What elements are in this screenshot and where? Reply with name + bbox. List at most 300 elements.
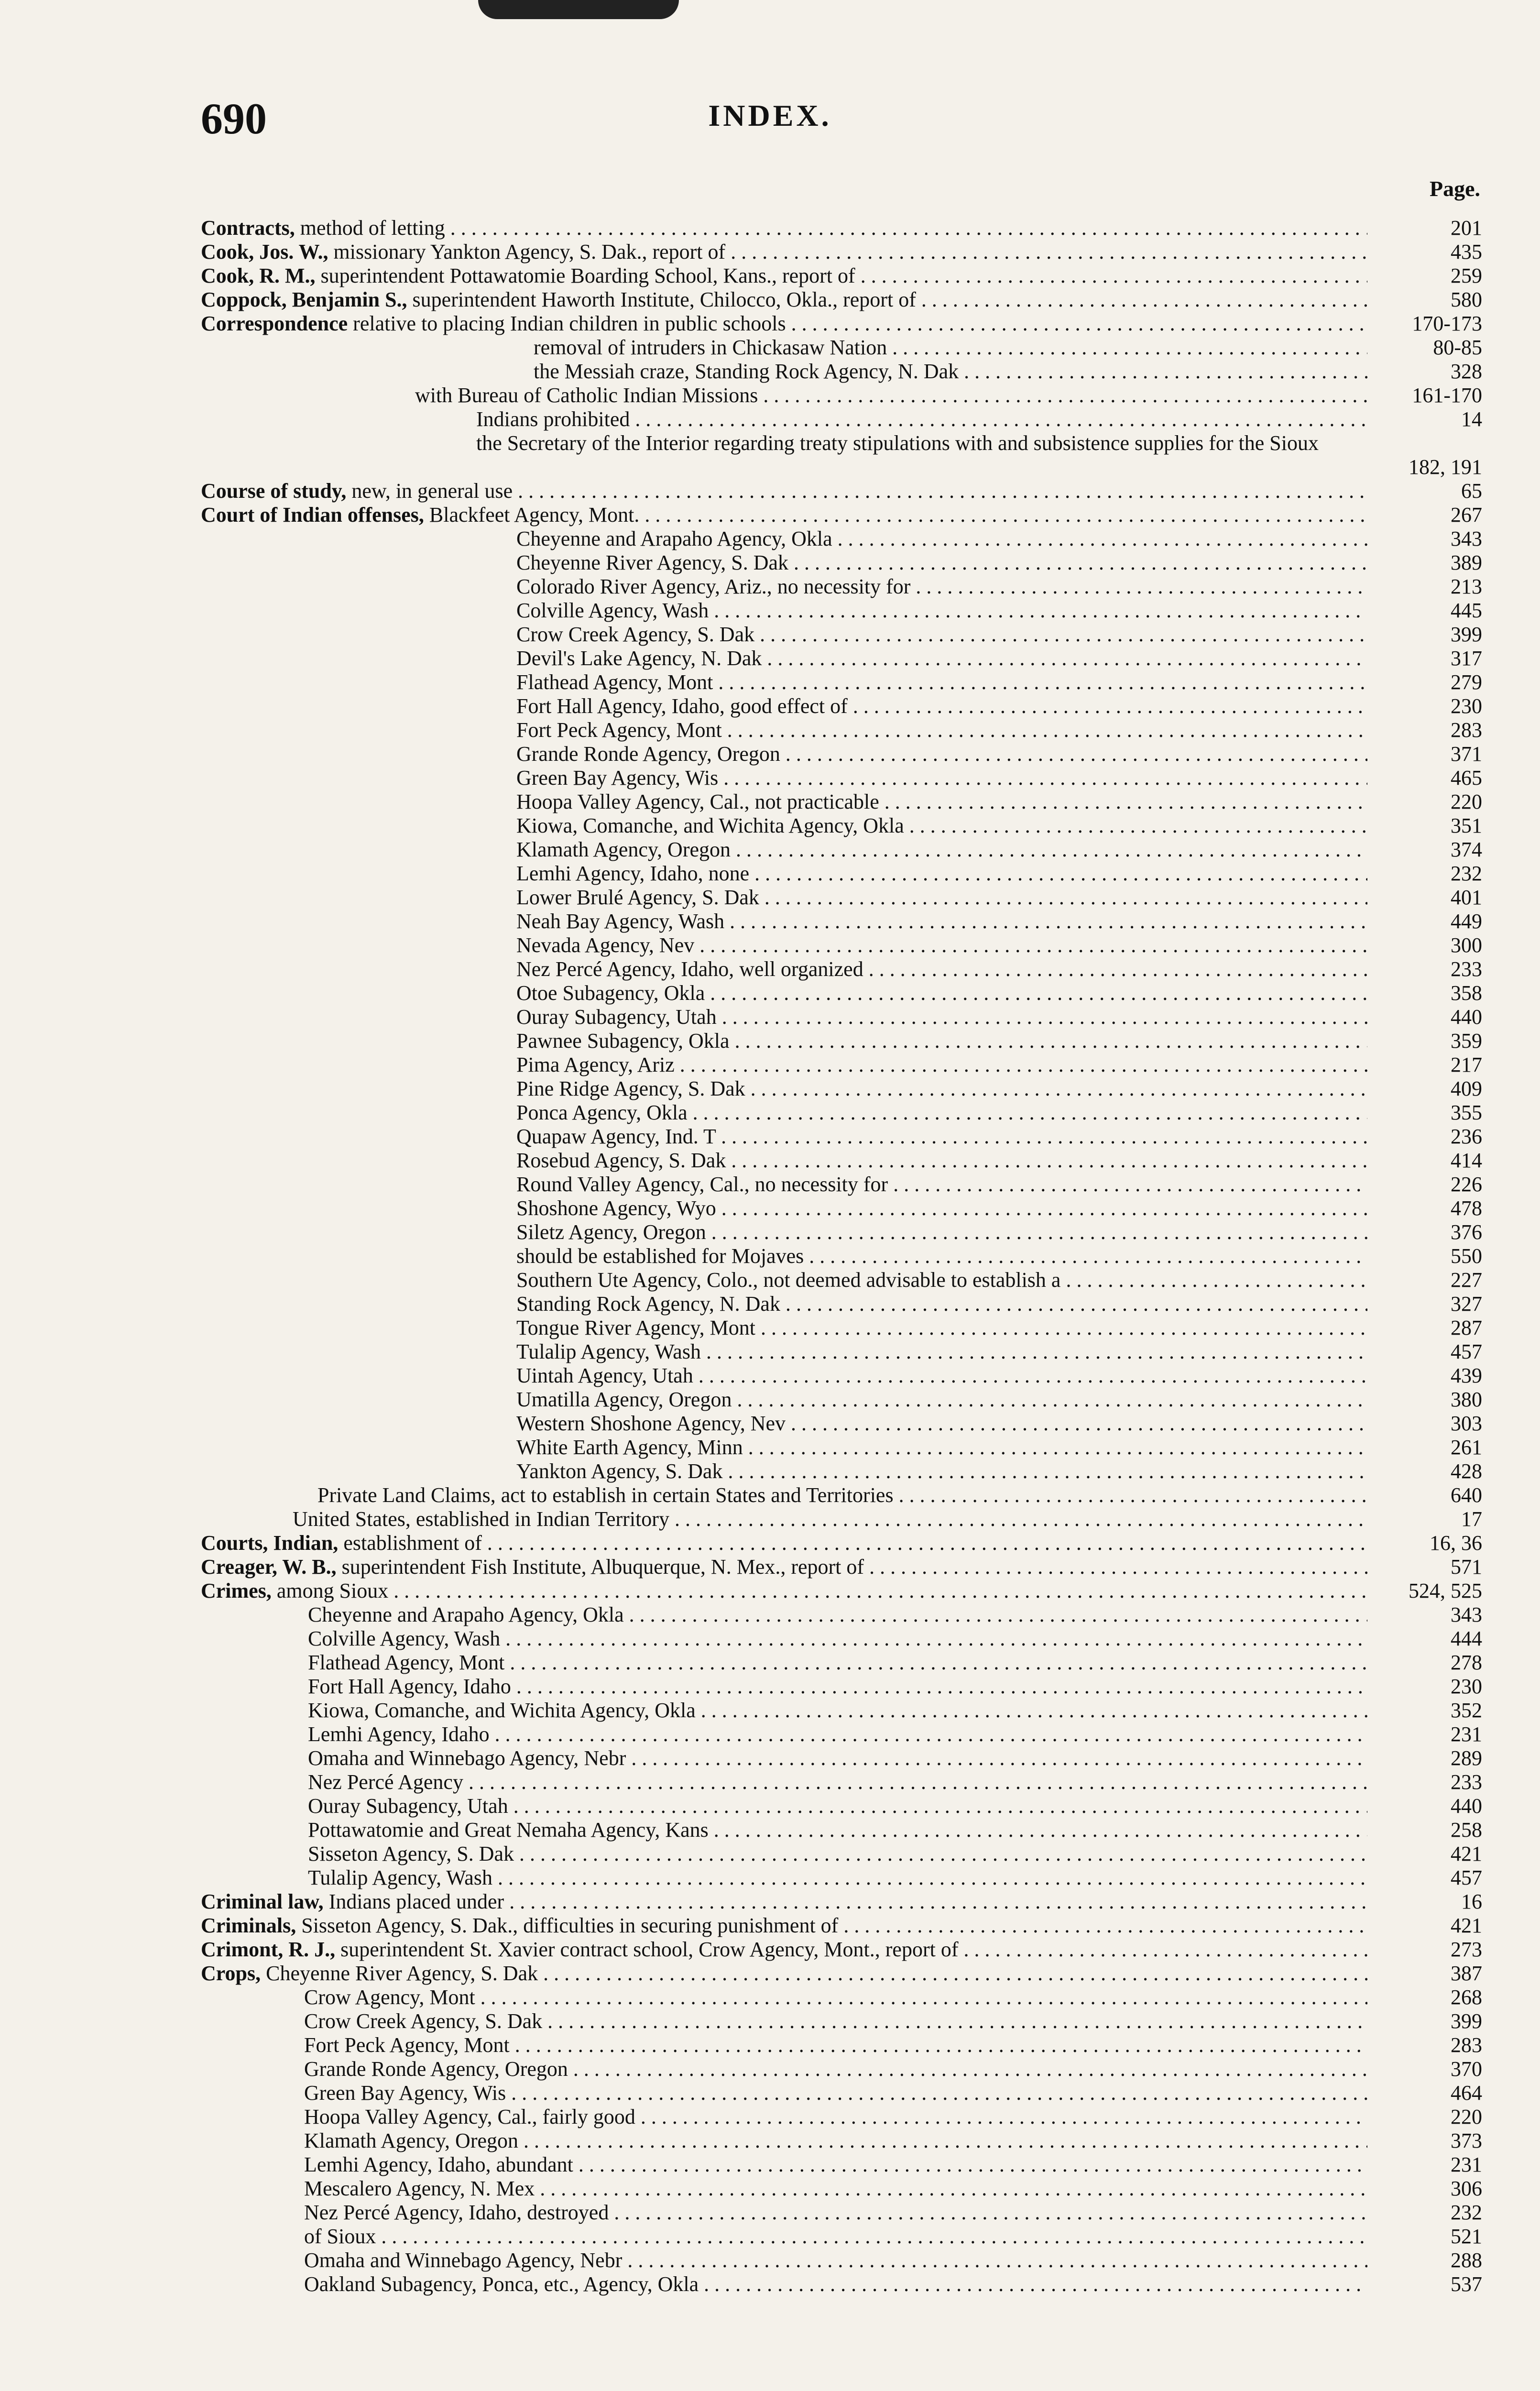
entry-subject: Flathead Agency, Mont bbox=[516, 670, 713, 694]
entry-page-ref: 220 bbox=[1451, 2105, 1482, 2128]
entry-page-ref: 220 bbox=[1451, 790, 1482, 813]
entry-text bbox=[201, 1890, 1367, 1914]
entry-text bbox=[534, 360, 1367, 384]
entry-text bbox=[293, 1507, 1367, 1531]
index-entry bbox=[201, 1005, 1482, 1029]
entry-page-ref: 389 bbox=[1451, 551, 1482, 574]
entry-page-ref: 232 bbox=[1451, 2201, 1482, 2224]
index-entry bbox=[201, 1388, 1482, 1412]
entry-subject: Fort Hall Agency, Idaho bbox=[308, 1675, 511, 1698]
entry-text bbox=[516, 838, 1367, 862]
entry-page-ref: 352 bbox=[1451, 1699, 1482, 1722]
entry-subject: Indians placed under bbox=[328, 1890, 504, 1913]
entry-subject: Cheyenne River Agency, S. Dak bbox=[516, 551, 789, 574]
entry-subject: Nez Percé Agency, Idaho, well organized bbox=[516, 957, 863, 981]
index-entry bbox=[201, 790, 1482, 814]
entry-subject: Cheyenne and Arapaho Agency, Okla bbox=[516, 527, 832, 550]
entry-subject: among Sioux bbox=[276, 1579, 389, 1602]
entry-subject: Lemhi Agency, Idaho bbox=[308, 1722, 490, 1746]
entry-text bbox=[516, 957, 1367, 981]
entry-text bbox=[308, 1794, 1367, 1818]
entry-text bbox=[308, 1818, 1367, 1842]
entry-page-ref: 524, 525 bbox=[1409, 1579, 1482, 1602]
index-entry bbox=[201, 551, 1482, 575]
index-entry bbox=[201, 336, 1482, 360]
index-entry bbox=[201, 360, 1482, 384]
entry-text bbox=[201, 240, 1367, 264]
entry-subject: Lower Brulé Agency, S. Dak bbox=[516, 886, 759, 909]
entry-text bbox=[201, 1579, 1367, 1603]
entry-text bbox=[304, 2177, 1367, 2201]
entry-subject: Crow Agency, Mont bbox=[304, 1985, 475, 2009]
entry-page-ref: 227 bbox=[1451, 1268, 1482, 1292]
entry-text bbox=[516, 910, 1367, 933]
entry-subject: Colorado River Agency, Ariz., no necessity for bbox=[516, 575, 911, 598]
entry-text bbox=[308, 1651, 1367, 1675]
entry-page-ref: 399 bbox=[1451, 623, 1482, 646]
entry-page-ref: 317 bbox=[1451, 647, 1482, 670]
entry-heading: Contracts, bbox=[201, 216, 295, 240]
entry-subject: Omaha and Winnebago Agency, Nebr bbox=[308, 1746, 626, 1770]
entry-page-ref: 268 bbox=[1451, 1985, 1482, 2009]
entry-text bbox=[516, 1149, 1367, 1173]
entry-page-ref: 359 bbox=[1451, 1029, 1482, 1053]
entry-page-ref: 232 bbox=[1451, 862, 1482, 885]
entry-page-ref: 217 bbox=[1451, 1053, 1482, 1076]
entry-page-ref: 261 bbox=[1451, 1436, 1482, 1459]
entry-text bbox=[516, 1029, 1367, 1053]
entry-subject: Private Land Claims, act to establish in certain States and Territories bbox=[317, 1483, 894, 1507]
entry-text bbox=[308, 1699, 1367, 1722]
entry-page-ref: 170-173 bbox=[1412, 312, 1482, 335]
index-entry bbox=[201, 2201, 1482, 2225]
index-entry bbox=[201, 527, 1482, 551]
entry-text bbox=[304, 2105, 1367, 2129]
index-entry bbox=[201, 1627, 1482, 1651]
entry-page-ref: 414 bbox=[1451, 1149, 1482, 1172]
entry-text bbox=[516, 575, 1367, 599]
entry-page-ref: 65 bbox=[1461, 479, 1482, 503]
entry-heading: Cook, R. M., bbox=[201, 264, 316, 287]
entry-page-ref: 230 bbox=[1451, 1675, 1482, 1698]
entry-page-ref: 226 bbox=[1451, 1173, 1482, 1196]
index-entry bbox=[201, 575, 1482, 599]
entry-text bbox=[304, 2081, 1367, 2105]
entry-page-ref: 16, 36 bbox=[1430, 1531, 1482, 1555]
entry-page-ref: 440 bbox=[1451, 1794, 1482, 1818]
entry-page-ref: 399 bbox=[1451, 2009, 1482, 2033]
ink-smudge bbox=[478, 0, 679, 19]
entry-page-ref: 287 bbox=[1451, 1316, 1482, 1339]
index-entry bbox=[201, 431, 1482, 479]
entry-page-ref: 231 bbox=[1451, 1722, 1482, 1746]
entry-heading: Course of study, bbox=[201, 479, 347, 503]
entry-page-ref: 421 bbox=[1451, 1842, 1482, 1865]
index-entry bbox=[201, 2033, 1482, 2057]
index-entry bbox=[201, 718, 1482, 742]
entry-text bbox=[201, 312, 1367, 336]
entry-page-ref: 343 bbox=[1451, 1603, 1482, 1626]
entry-subject: missionary Yankton Agency, S. Dak., report of bbox=[333, 240, 726, 263]
index-entry bbox=[201, 886, 1482, 910]
entry-page-ref: 521 bbox=[1451, 2225, 1482, 2248]
entry-subject: Shoshone Agency, Wyo bbox=[516, 1196, 716, 1220]
entry-text bbox=[201, 1555, 1367, 1579]
entry-text bbox=[516, 1316, 1367, 1340]
entry-subject: with Bureau of Catholic Indian Missions bbox=[415, 384, 758, 407]
index-entry bbox=[201, 312, 1482, 336]
entry-subject: Ouray Subagency, Utah bbox=[516, 1005, 717, 1029]
index-entry bbox=[201, 670, 1482, 694]
entry-subject: Green Bay Agency, Wis bbox=[516, 766, 719, 790]
entry-text bbox=[304, 2248, 1367, 2272]
entry-text bbox=[304, 2272, 1367, 2296]
index-entry bbox=[201, 957, 1482, 981]
entry-page-ref: 283 bbox=[1451, 718, 1482, 742]
entry-page-ref: 371 bbox=[1451, 742, 1482, 766]
entry-subject: should be established for Mojaves bbox=[516, 1244, 804, 1268]
entry-subject: Devil's Lake Agency, N. Dak bbox=[516, 647, 762, 670]
entry-text bbox=[308, 1722, 1367, 1746]
entry-page-ref: 259 bbox=[1451, 264, 1482, 287]
entry-text bbox=[304, 1985, 1367, 2009]
entry-page-ref: 288 bbox=[1451, 2248, 1482, 2272]
index-entry bbox=[201, 1914, 1482, 1938]
entry-subject: of Sioux bbox=[304, 2225, 376, 2248]
index-entry bbox=[201, 1077, 1482, 1101]
entry-page-ref: 355 bbox=[1451, 1101, 1482, 1124]
entry-subject: method of letting bbox=[300, 216, 445, 240]
entry-text bbox=[201, 1938, 1367, 1962]
entry-page-ref: 380 bbox=[1451, 1388, 1482, 1411]
index-entry bbox=[201, 1149, 1482, 1173]
index-entry bbox=[201, 766, 1482, 790]
entry-heading: Criminals, bbox=[201, 1914, 296, 1937]
entry-subject: Nevada Agency, Nev bbox=[516, 933, 695, 957]
index-entry bbox=[201, 2225, 1482, 2248]
entry-subject: Kiowa, Comanche, and Wichita Agency, Okla bbox=[308, 1699, 696, 1722]
index-entry bbox=[201, 1053, 1482, 1077]
index-entry bbox=[201, 1794, 1482, 1818]
index-entry bbox=[201, 1173, 1482, 1196]
entry-page-ref: 373 bbox=[1451, 2129, 1482, 2152]
entry-page-ref: 213 bbox=[1451, 575, 1482, 598]
entry-page-ref: 258 bbox=[1451, 1818, 1482, 1842]
entry-subject: Green Bay Agency, Wis bbox=[304, 2081, 506, 2105]
index-entry bbox=[201, 1436, 1482, 1459]
index-entry bbox=[201, 2105, 1482, 2129]
entry-page-ref: 580 bbox=[1451, 288, 1482, 311]
entry-page-ref: 201 bbox=[1451, 216, 1482, 240]
entry-subject: Sisseton Agency, S. Dak., difficulties in securing punishment of bbox=[301, 1914, 839, 1937]
entry-heading: Court of Indian offenses, bbox=[201, 503, 424, 526]
entry-text bbox=[201, 288, 1367, 312]
entry-subject: Tongue River Agency, Mont bbox=[516, 1316, 755, 1339]
entry-text bbox=[304, 2033, 1367, 2057]
entry-subject: Sisseton Agency, S. Dak bbox=[308, 1842, 514, 1865]
entry-heading: Correspondence bbox=[201, 312, 348, 335]
entry-text bbox=[516, 1053, 1367, 1077]
entry-text bbox=[516, 1244, 1367, 1268]
entry-page-ref: 640 bbox=[1451, 1483, 1482, 1507]
entry-subject: Hoopa Valley Agency, Cal., fairly good bbox=[304, 2105, 635, 2128]
entry-text bbox=[516, 933, 1367, 957]
entry-subject: Omaha and Winnebago Agency, Nebr bbox=[304, 2248, 623, 2272]
entry-subject: United States, established in Indian Territory bbox=[293, 1507, 669, 1531]
index-entry bbox=[201, 1842, 1482, 1866]
entry-subject: Cheyenne and Arapaho Agency, Okla bbox=[308, 1603, 624, 1626]
entry-subject: Klamath Agency, Oregon bbox=[516, 838, 731, 861]
entry-page-ref: 17 bbox=[1461, 1507, 1482, 1531]
index-entry bbox=[201, 647, 1482, 670]
index-entry bbox=[201, 1818, 1482, 1842]
index-entry bbox=[201, 384, 1482, 407]
entry-subject: Round Valley Agency, Cal., no necessity for bbox=[516, 1173, 888, 1196]
entry-text bbox=[415, 384, 1367, 407]
entry-text bbox=[317, 1483, 1367, 1507]
entry-text bbox=[308, 1627, 1367, 1651]
entry-text bbox=[516, 814, 1367, 838]
entry-subject: Nez Percé Agency bbox=[308, 1770, 463, 1794]
entry-subject: Mescalero Agency, N. Mex bbox=[304, 2177, 535, 2200]
entry-text bbox=[201, 1531, 1367, 1555]
entry-page-ref: 435 bbox=[1451, 240, 1482, 263]
entry-text bbox=[308, 1842, 1367, 1866]
entry-page-ref: 306 bbox=[1451, 2177, 1482, 2200]
index-entry bbox=[201, 2177, 1482, 2201]
index-entry bbox=[201, 1029, 1482, 1053]
entry-subject: Pine Ridge Agency, S. Dak bbox=[516, 1077, 745, 1100]
entry-subject: Standing Rock Agency, N. Dak bbox=[516, 1292, 780, 1316]
page-column-label: Page. bbox=[1429, 176, 1480, 201]
entry-text bbox=[476, 407, 1367, 431]
entry-subject: Rosebud Agency, S. Dak bbox=[516, 1149, 726, 1172]
entry-subject: Western Shoshone Agency, Nev bbox=[516, 1412, 786, 1435]
index-entry bbox=[201, 1938, 1482, 1962]
entry-text bbox=[308, 1603, 1367, 1627]
entry-subject: Fort Peck Agency, Mont bbox=[516, 718, 722, 742]
entry-page-ref: 351 bbox=[1451, 814, 1482, 837]
index-entry bbox=[201, 503, 1482, 527]
entry-subject: the Secretary of the Interior regarding treaty stipulations with and subsistence supplies for the Sioux bbox=[476, 431, 1319, 455]
entry-subject: Southern Ute Agency, Colo., not deemed advisable to establish a bbox=[516, 1268, 1061, 1292]
entry-page-ref: 16 bbox=[1461, 1890, 1482, 1913]
entry-page-ref: 465 bbox=[1451, 766, 1482, 790]
entry-heading: Crops, bbox=[201, 1962, 261, 1985]
entry-text bbox=[516, 1459, 1367, 1483]
entry-subject: Yankton Agency, S. Dak bbox=[516, 1459, 723, 1483]
entry-page-ref: 327 bbox=[1451, 1292, 1482, 1316]
index-entry bbox=[201, 1699, 1482, 1722]
entry-page-ref: 440 bbox=[1451, 1005, 1482, 1029]
index-entry bbox=[201, 1770, 1482, 1794]
entry-heading: Crimes, bbox=[201, 1579, 272, 1602]
entry-page-ref: 231 bbox=[1451, 2153, 1482, 2176]
index-entry bbox=[201, 1985, 1482, 2009]
index-entry bbox=[201, 910, 1482, 933]
entry-subject: Fort Peck Agency, Mont bbox=[304, 2033, 510, 2057]
entry-text bbox=[476, 431, 1367, 455]
entry-text bbox=[516, 1077, 1367, 1101]
entry-page-ref: 283 bbox=[1451, 2033, 1482, 2057]
entry-page-ref: 445 bbox=[1451, 599, 1482, 622]
entry-text bbox=[516, 1125, 1367, 1149]
entry-page-ref: 328 bbox=[1451, 360, 1482, 383]
entry-subject: Uintah Agency, Utah bbox=[516, 1364, 693, 1387]
entry-page-ref: 370 bbox=[1451, 2057, 1482, 2081]
entry-text bbox=[516, 766, 1367, 790]
entry-heading: Criminal law, bbox=[201, 1890, 324, 1913]
index-entry bbox=[201, 2009, 1482, 2033]
index-entry bbox=[201, 2272, 1482, 2296]
entry-heading: Cook, Jos. W., bbox=[201, 240, 328, 263]
entry-page-ref: 14 bbox=[1461, 407, 1482, 431]
entry-subject: Otoe Subagency, Okla bbox=[516, 981, 705, 1005]
index-entry bbox=[201, 2153, 1482, 2177]
entry-page-ref: 236 bbox=[1451, 1125, 1482, 1148]
entry-page-ref: 80-85 bbox=[1433, 336, 1482, 359]
index-entry bbox=[201, 933, 1482, 957]
entry-page-ref: 273 bbox=[1451, 1938, 1482, 1961]
entry-page-ref: 343 bbox=[1451, 527, 1482, 550]
entry-page-ref: 401 bbox=[1451, 886, 1482, 909]
index-entry bbox=[201, 1244, 1482, 1268]
entry-page-ref: 161-170 bbox=[1412, 384, 1482, 407]
entry-text bbox=[516, 1196, 1367, 1220]
index-entry bbox=[201, 2081, 1482, 2105]
entry-page-ref: 230 bbox=[1451, 694, 1482, 718]
entry-subject: Neah Bay Agency, Wash bbox=[516, 910, 725, 933]
index-entry bbox=[201, 814, 1482, 838]
entry-text bbox=[516, 1292, 1367, 1316]
entry-text bbox=[201, 479, 1367, 503]
entry-page-ref: 376 bbox=[1451, 1220, 1482, 1244]
entry-text bbox=[308, 1866, 1367, 1890]
entry-subject: Lemhi Agency, Idaho, abundant bbox=[304, 2153, 573, 2176]
entry-subject: Fort Hall Agency, Idaho, good effect of bbox=[516, 694, 848, 718]
entry-page-ref: 571 bbox=[1451, 1555, 1482, 1579]
entry-subject: relative to placing Indian children in public schools bbox=[353, 312, 786, 335]
entry-text bbox=[201, 1914, 1367, 1938]
entry-subject: Pima Agency, Ariz bbox=[516, 1053, 675, 1076]
entry-page-ref: 182, 191 bbox=[1409, 455, 1482, 479]
entry-text bbox=[516, 718, 1367, 742]
entry-subject: White Earth Agency, Minn bbox=[516, 1436, 743, 1459]
entry-page-ref: 478 bbox=[1451, 1196, 1482, 1220]
index-entry bbox=[201, 1316, 1482, 1340]
entry-text bbox=[516, 527, 1367, 551]
entry-heading: Courts, Indian, bbox=[201, 1531, 339, 1555]
entry-text bbox=[516, 1101, 1367, 1125]
entry-text bbox=[201, 216, 1367, 240]
index-entry bbox=[201, 1651, 1482, 1675]
entry-heading: Coppock, Benjamin S., bbox=[201, 288, 407, 311]
page-number: 690 bbox=[201, 94, 267, 143]
entry-subject: new, in general use bbox=[351, 479, 513, 503]
index-entry bbox=[201, 742, 1482, 766]
entry-subject: Flathead Agency, Mont bbox=[308, 1651, 505, 1674]
index-entry bbox=[201, 1268, 1482, 1292]
entry-subject: Colville Agency, Wash bbox=[308, 1627, 501, 1650]
index-entry bbox=[201, 623, 1482, 647]
index-entry bbox=[201, 1125, 1482, 1149]
index-entry bbox=[201, 1483, 1482, 1507]
entry-text bbox=[308, 1770, 1367, 1794]
entry-page-ref: 421 bbox=[1451, 1914, 1482, 1937]
entry-subject: superintendent Fish Institute, Albuquerque, N. Mex., report of bbox=[341, 1555, 864, 1579]
index-entry bbox=[201, 1579, 1482, 1603]
index-entry bbox=[201, 2129, 1482, 2153]
entry-page-ref: 303 bbox=[1451, 1412, 1482, 1435]
entry-subject: Umatilla Agency, Oregon bbox=[516, 1388, 732, 1411]
index-entry bbox=[201, 1196, 1482, 1220]
entry-heading: Creager, W. B., bbox=[201, 1555, 337, 1579]
entry-page-ref: 233 bbox=[1451, 957, 1482, 981]
entry-text bbox=[516, 1436, 1367, 1459]
entry-page-ref: 278 bbox=[1451, 1651, 1482, 1674]
index-entry bbox=[201, 264, 1482, 288]
entry-text bbox=[516, 694, 1367, 718]
entry-subject: Ouray Subagency, Utah bbox=[308, 1794, 508, 1818]
entry-text bbox=[304, 2129, 1367, 2153]
entry-subject: superintendent Pottawatomie Boarding School, Kans., report of bbox=[320, 264, 855, 287]
index-entry bbox=[201, 240, 1482, 264]
entry-subject: Oakland Subagency, Ponca, etc., Agency, Okla bbox=[304, 2272, 699, 2296]
index-entry bbox=[201, 1962, 1482, 1985]
entry-page-ref: 537 bbox=[1451, 2272, 1482, 2296]
index-entry bbox=[201, 1340, 1482, 1364]
entry-text bbox=[201, 503, 1367, 527]
entry-text bbox=[516, 790, 1367, 814]
index-entry bbox=[201, 407, 1482, 431]
entry-heading: Crimont, R. J., bbox=[201, 1938, 336, 1961]
entry-subject: Tulalip Agency, Wash bbox=[308, 1866, 492, 1889]
entry-subject: removal of intruders in Chickasaw Nation bbox=[534, 336, 887, 359]
entry-page-ref: 444 bbox=[1451, 1627, 1482, 1650]
entry-subject: Nez Percé Agency, Idaho, destroyed bbox=[304, 2201, 609, 2224]
entry-page-ref: 358 bbox=[1451, 981, 1482, 1005]
entry-subject: Tulalip Agency, Wash bbox=[516, 1340, 701, 1363]
index-entry bbox=[201, 1507, 1482, 1531]
index-entry bbox=[201, 1866, 1482, 1890]
entry-text bbox=[304, 2009, 1367, 2033]
entry-text bbox=[516, 742, 1367, 766]
index-entry bbox=[201, 1220, 1482, 1244]
entry-page-ref: 289 bbox=[1451, 1746, 1482, 1770]
index-entry bbox=[201, 1890, 1482, 1914]
entry-page-ref: 550 bbox=[1451, 1244, 1482, 1268]
entry-text bbox=[516, 623, 1367, 647]
index-entry bbox=[201, 981, 1482, 1005]
entry-text bbox=[201, 264, 1367, 288]
entry-text bbox=[534, 336, 1367, 360]
entry-text bbox=[516, 1364, 1367, 1388]
index-entry bbox=[201, 1675, 1482, 1699]
entry-text bbox=[304, 2057, 1367, 2081]
index-entry bbox=[201, 288, 1482, 312]
entry-text bbox=[304, 2225, 1367, 2248]
index-entry bbox=[201, 1722, 1482, 1746]
entry-subject: Kiowa, Comanche, and Wichita Agency, Okla bbox=[516, 814, 904, 837]
entry-page-ref: 267 bbox=[1451, 503, 1482, 526]
entry-page-ref: 300 bbox=[1451, 933, 1482, 957]
index-entry bbox=[201, 2057, 1482, 2081]
entry-subject: Quapaw Agency, Ind. T bbox=[516, 1125, 716, 1148]
entry-subject: Grande Ronde Agency, Oregon bbox=[304, 2057, 568, 2081]
entry-page-ref: 464 bbox=[1451, 2081, 1482, 2105]
entry-text bbox=[516, 886, 1367, 910]
index-entry bbox=[201, 1531, 1482, 1555]
